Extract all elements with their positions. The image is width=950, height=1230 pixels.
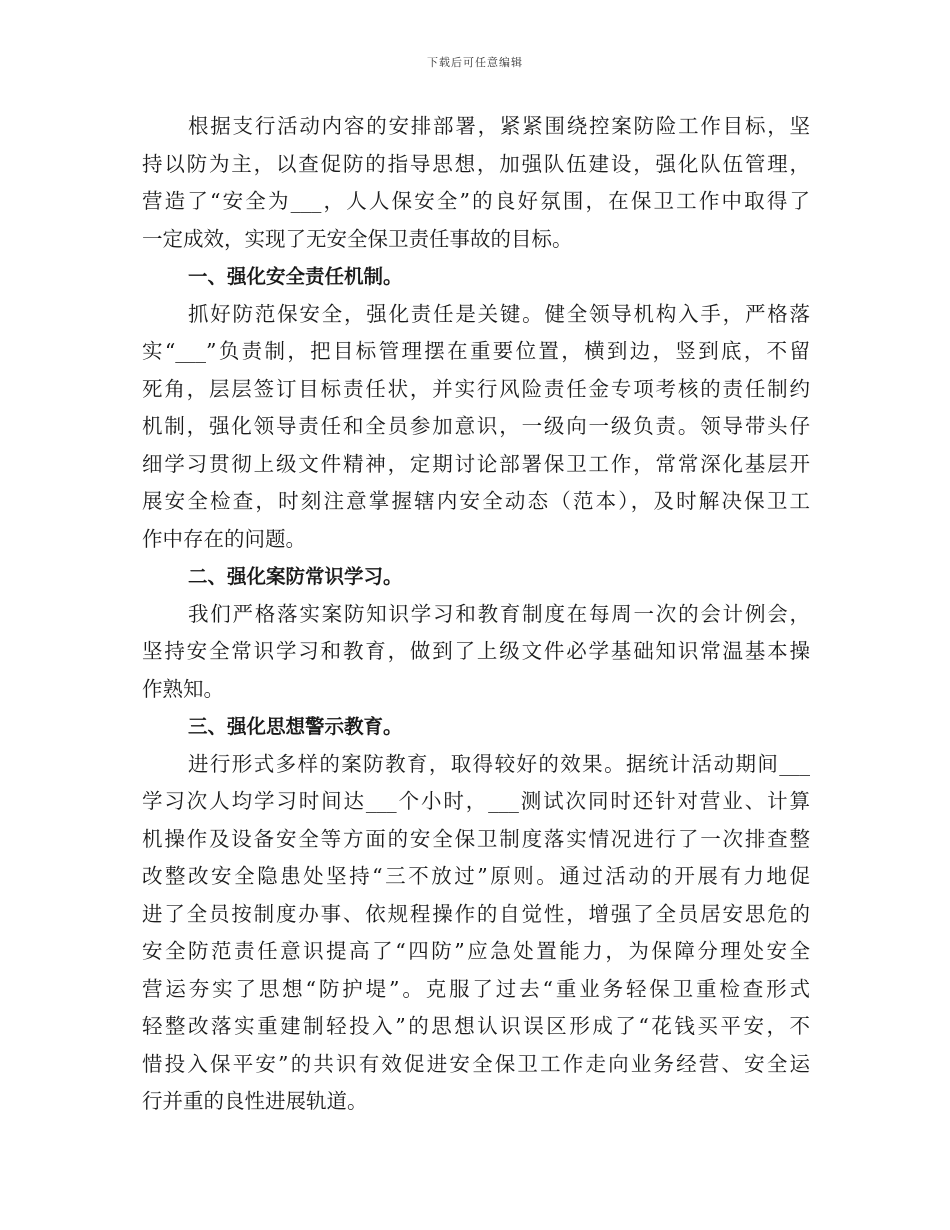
- paragraph-line: 行并重的良性进展轨道。: [142, 1089, 368, 1113]
- paragraph-line: 一定成效，实现了无安全保卫责任事故的目标。: [142, 226, 573, 251]
- paragraph-line: 进行形式多样的案防教育，取得较好的效果。据统计活动期间___: [188, 751, 810, 776]
- body-paragraph: [142, 596, 810, 709]
- section-heading: 二、强化案防常识学习。: [188, 565, 403, 588]
- body-paragraph: [142, 746, 810, 1121]
- paragraph-line: 坚持安全常识学习和教育，做到了上级文件必学基础知识常温基本操: [142, 639, 810, 663]
- paragraph-line: 营造了“安全为___，人人保安全”的良好氛围，在保卫工作中取得了: [142, 189, 810, 213]
- paragraph-line: 根据支行活动内容的安排部署，紧紧围绕控案防险工作目标，坚: [188, 114, 810, 138]
- section-heading: 三、强化思想警示教育。: [188, 715, 403, 738]
- paragraph-line: 实“___”负责制，把目标管理摆在重要位置，横到边，竖到底，不留: [142, 339, 810, 363]
- paragraph-line: 抓好防范保安全，强化责任是关键。健全领导机构入手，严格落: [188, 301, 810, 326]
- paragraph-line: 营运夯实了思想“防护堤”。克服了过去“重业务轻保卫重检查形式: [142, 976, 810, 1001]
- paragraph-line: 学习次人均学习时间达___个小时，___测试次同时还针对营业、计算: [142, 789, 810, 813]
- paragraph-line: 作中存在的问题。: [142, 526, 306, 551]
- section-heading: 一、强化安全责任机制。: [188, 265, 403, 288]
- paragraph-line: 展安全检查，时刻注意掌握辖内安全动态（范本），及时解决保卫工: [142, 489, 810, 513]
- paragraph-line: 改整改安全隐患处坚持“三不放过”原则。通过活动的开展有力地促: [142, 864, 810, 888]
- body-paragraph: [142, 296, 810, 559]
- paragraph-line: 死角，层层签订目标责任状，并实行风险责任金专项考核的责任制约: [142, 376, 810, 401]
- paragraph-line: 作熟知。: [142, 676, 224, 701]
- paragraph-line: 我们严格落实案防知识学习和教育制度在每周一次的会计例会，: [188, 601, 810, 626]
- paragraph-line: 细学习贯彻上级文件精神，定期讨论部署保卫工作，常常深化基层开: [142, 451, 810, 476]
- paragraph-line: 惜投入保平安”的共识有效促进安全保卫工作走向业务经营、安全运: [142, 1051, 810, 1076]
- document-body: [142, 108, 810, 1121]
- paragraph-line: 安全防范责任意识提高了“四防”应急处置能力，为保障分理处安全: [142, 939, 810, 963]
- body-paragraph: [142, 108, 810, 258]
- paragraph-line: 机制，强化领导责任和全员参加意识，一级向一级负责。领导带头仔: [142, 414, 810, 438]
- paragraph-line: 机操作及设备安全等方面的安全保卫制度落实情况进行了一次排查整: [142, 826, 810, 851]
- page-header-watermark: 下载后可任意编辑: [427, 56, 523, 69]
- paragraph-line: 持以防为主，以查促防的指导思想，加强队伍建设，强化队伍管理，: [142, 151, 810, 176]
- paragraph-line: 进了全员按制度办事、依规程操作的自觉性，增强了全员居安思危的: [142, 901, 810, 926]
- paragraph-line: 轻整改落实重建制轻投入”的思想认识误区形成了“花钱买平安，不: [142, 1014, 810, 1038]
